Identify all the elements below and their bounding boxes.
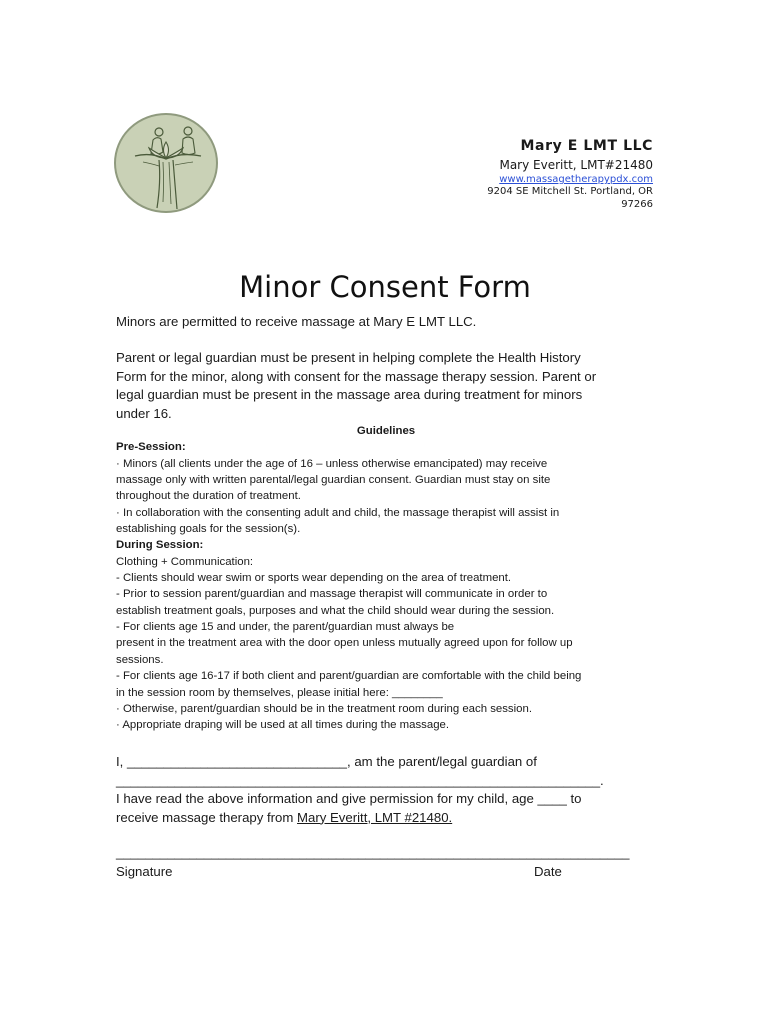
lotus-logo-icon (113, 112, 219, 214)
guideline-line: - Prior to session parent/guardian and massage therapist will communicate in order to (116, 588, 548, 601)
therapist-name: Mary Everitt, LMT#21480 (499, 158, 653, 172)
guideline-line: - For clients age 15 and under, the parent/guardian must always be (116, 621, 455, 634)
company-name: Mary E LMT LLC (520, 138, 653, 154)
therapist-license: Mary Everitt, LMT #21480. (297, 809, 453, 825)
guideline-line: present in the treatment area with the door open unless mutually agreed upon for follow up (116, 637, 573, 650)
guideline-line: · Otherwise, parent/guardian should be in the treatment room during each session. (116, 702, 532, 715)
guideline-line: - Clients should wear swim or sports wear depending on the area of treatment. (116, 572, 512, 585)
guideline-line: · Minors (all clients under the age of 16 – unless otherwise emancipated) may receive (116, 457, 548, 470)
guideline-line: establish treatment goals, purposes and what the child should wear during the session. (116, 604, 555, 617)
guidelines-heading: Guidelines (356, 425, 416, 437)
signature-section (116, 844, 676, 881)
intro-line: Minors are permitted to receive massage at Mary E LMT LLC. (116, 314, 477, 329)
guideline-line: sessions. (116, 653, 164, 666)
guideline-line: - For clients age 16-17 if both client and parent/guardian are comfortable with the child being (116, 670, 582, 683)
guideline-line: Clothing + Communication: (116, 555, 254, 568)
website-link[interactable]: www.massagetherapypdx.com (499, 174, 653, 185)
guideline-line: · In collaboration with the consenting adult and child, the massage therapist will assist in (116, 506, 560, 519)
guidelines-section (116, 423, 656, 734)
pre-session-heading: Pre-Session: (116, 441, 186, 454)
paragraph-line: under 16. (116, 405, 172, 421)
paragraph-line: Form for the minor, along with consent for the massage therapy session. Parent or (116, 368, 597, 384)
guideline-line: throughout the duration of treatment. (116, 490, 301, 503)
intro-text (116, 313, 656, 332)
consent-prefix: receive massage therapy from (116, 809, 298, 825)
child-name-field[interactable]: __________________________________________________________________. (116, 772, 604, 788)
paragraph-line: legal guardian must be present in the massage area during treatment for minors (116, 387, 583, 402)
paragraph-line: Parent or legal guardian must be present in helping complete the Health History (116, 350, 581, 365)
consent-line (116, 809, 656, 828)
guideline-line: massage only with written parental/legal guardian consent. Guardian must stay on site (116, 474, 551, 487)
guideline-line: · Appropriate draping will be used at all times during the massage. (116, 719, 450, 732)
address-line-1: 9204 SE Mitchell St. Portland, OR (487, 186, 653, 197)
signature-label: Signature (116, 863, 173, 879)
child-age-field[interactable]: I have read the above information and give permission for my child, age ____ to (116, 791, 582, 806)
signature-line[interactable]: ______________________________________________________________________ (116, 845, 630, 860)
initial-here-field[interactable]: in the session room by themselves, please initial here: ________ (116, 686, 443, 699)
guideline-line: establishing goals for the session(s). (116, 523, 301, 536)
date-label: Date (534, 863, 562, 879)
guardian-name-field[interactable]: I, ______________________________, am the parent/legal guardian of (116, 754, 537, 769)
page-title: Minor Consent Form (239, 270, 531, 304)
business-header (487, 138, 653, 211)
signature-labels (116, 863, 676, 882)
guardian-paragraph (116, 349, 656, 423)
address-line-2: 97266 (621, 198, 653, 210)
consent-section (116, 753, 656, 827)
during-session-heading: During Session: (116, 539, 204, 552)
